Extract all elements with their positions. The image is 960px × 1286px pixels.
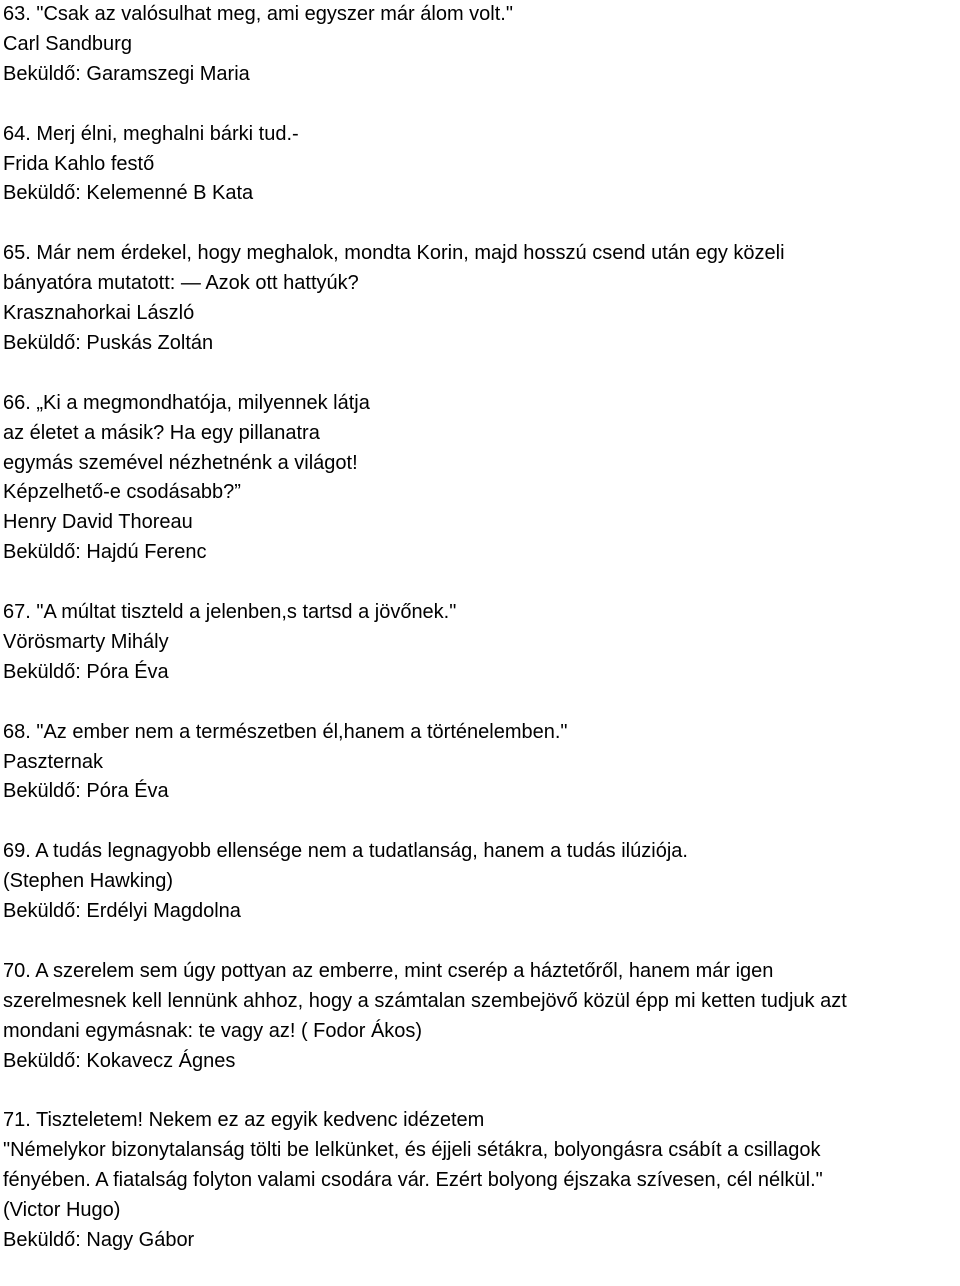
quote-list bbox=[3, 0, 958, 1286]
quote-author: Henry David Thoreau bbox=[3, 511, 193, 534]
quote-text: 66. „Ki a megmondhatója, milyennek látja bbox=[3, 391, 370, 414]
quote-sender: Beküldő: Nagy Gábor bbox=[3, 1229, 195, 1252]
quote-entry-64 bbox=[3, 120, 958, 210]
quote-author: Krasznahorkai László bbox=[3, 302, 195, 325]
quote-sender: Beküldő: Póra Éva bbox=[3, 780, 169, 803]
quote-text-continued: fényében. A fiatalság folyton valami csodára vár. Ezért bolyong éjszaka szívesen, cél nélkül." bbox=[3, 1169, 823, 1192]
quote-entry-63 bbox=[3, 0, 958, 90]
quote-sender: Beküldő: Póra Éva bbox=[3, 660, 169, 683]
quote-text: 68. "Az ember nem a természetben él,hanem a történelemben." bbox=[3, 720, 568, 743]
quote-text: 65. Már nem érdekel, hogy meghalok, mondta Korin, majd hosszú csend után egy közeli bbox=[3, 242, 785, 265]
quote-entry-68 bbox=[3, 718, 958, 808]
quote-text: "Némelykor bizonytalanság tölti be lelkünket, és éjjeli sétákra, bolyongásra csábít a csillagok bbox=[3, 1139, 821, 1162]
quote-author: (Stephen Hawking) bbox=[3, 870, 174, 893]
quote-text-continued: Képzelhető-e csodásabb?” bbox=[3, 481, 241, 504]
quote-sender: Beküldő: Erdélyi Magdolna bbox=[3, 900, 241, 923]
quote-text: 64. Merj élni, meghalni bárki tud.- bbox=[3, 122, 299, 145]
quote-text-continued: egymás szemével nézhetnénk a világot! bbox=[3, 451, 358, 474]
quote-author: Carl Sandburg bbox=[3, 32, 132, 55]
quote-text-continued: az életet a másik? Ha egy pillanatra bbox=[3, 421, 320, 444]
quote-sender: Beküldő: Garamszegi Maria bbox=[3, 62, 250, 85]
quote-author: Paszternak bbox=[3, 750, 104, 773]
quote-sender: Beküldő: Puskás Zoltán bbox=[3, 331, 214, 354]
quote-author: Vörösmarty Mihály bbox=[3, 630, 169, 653]
quote-intro: 71. Tiszteletem! Nekem ez az egyik kedvenc idézetem bbox=[3, 1109, 485, 1132]
quote-text-continued: bányatóra mutatott: ― Azok ott hattyúk? bbox=[3, 272, 359, 295]
quote-entry-66 bbox=[3, 389, 958, 568]
quote-entry-69 bbox=[3, 837, 958, 927]
quote-sender: Beküldő: Kokavecz Ágnes bbox=[3, 1049, 236, 1072]
quote-author: Frida Kahlo festő bbox=[3, 152, 155, 175]
quote-author: (Victor Hugo) bbox=[3, 1199, 121, 1222]
quote-entry-65 bbox=[3, 239, 958, 359]
quote-text: 69. A tudás legnagyobb ellensége nem a tudatlanság, hanem a tudás ilúziója. bbox=[3, 840, 688, 863]
quote-text: 70. A szerelem sem úgy pottyan az emberre, mint cserép a háztetőről, hanem már igen bbox=[3, 959, 774, 982]
quote-entry-71 bbox=[3, 1106, 958, 1256]
quote-sender: Beküldő: Kelemenné B Kata bbox=[3, 182, 254, 205]
quote-text: 67. "A múltat tiszteld a jelenben,s tartsd a jövőnek." bbox=[3, 601, 457, 624]
quote-sender: Beküldő: Hajdú Ferenc bbox=[3, 541, 207, 564]
quote-text-continued: szerelmesnek kell lennünk ahhoz, hogy a számtalan szembejövő közül épp mi ketten tudjuk azt bbox=[3, 989, 847, 1012]
quote-entry-70 bbox=[3, 957, 958, 1077]
quote-text: 63. "Csak az valósulhat meg, ami egyszer már álom volt." bbox=[3, 3, 513, 25]
quote-text-continued: mondani egymásnak: te vagy az! ( Fodor Ákos) bbox=[3, 1019, 423, 1042]
quote-entry-67 bbox=[3, 598, 958, 688]
